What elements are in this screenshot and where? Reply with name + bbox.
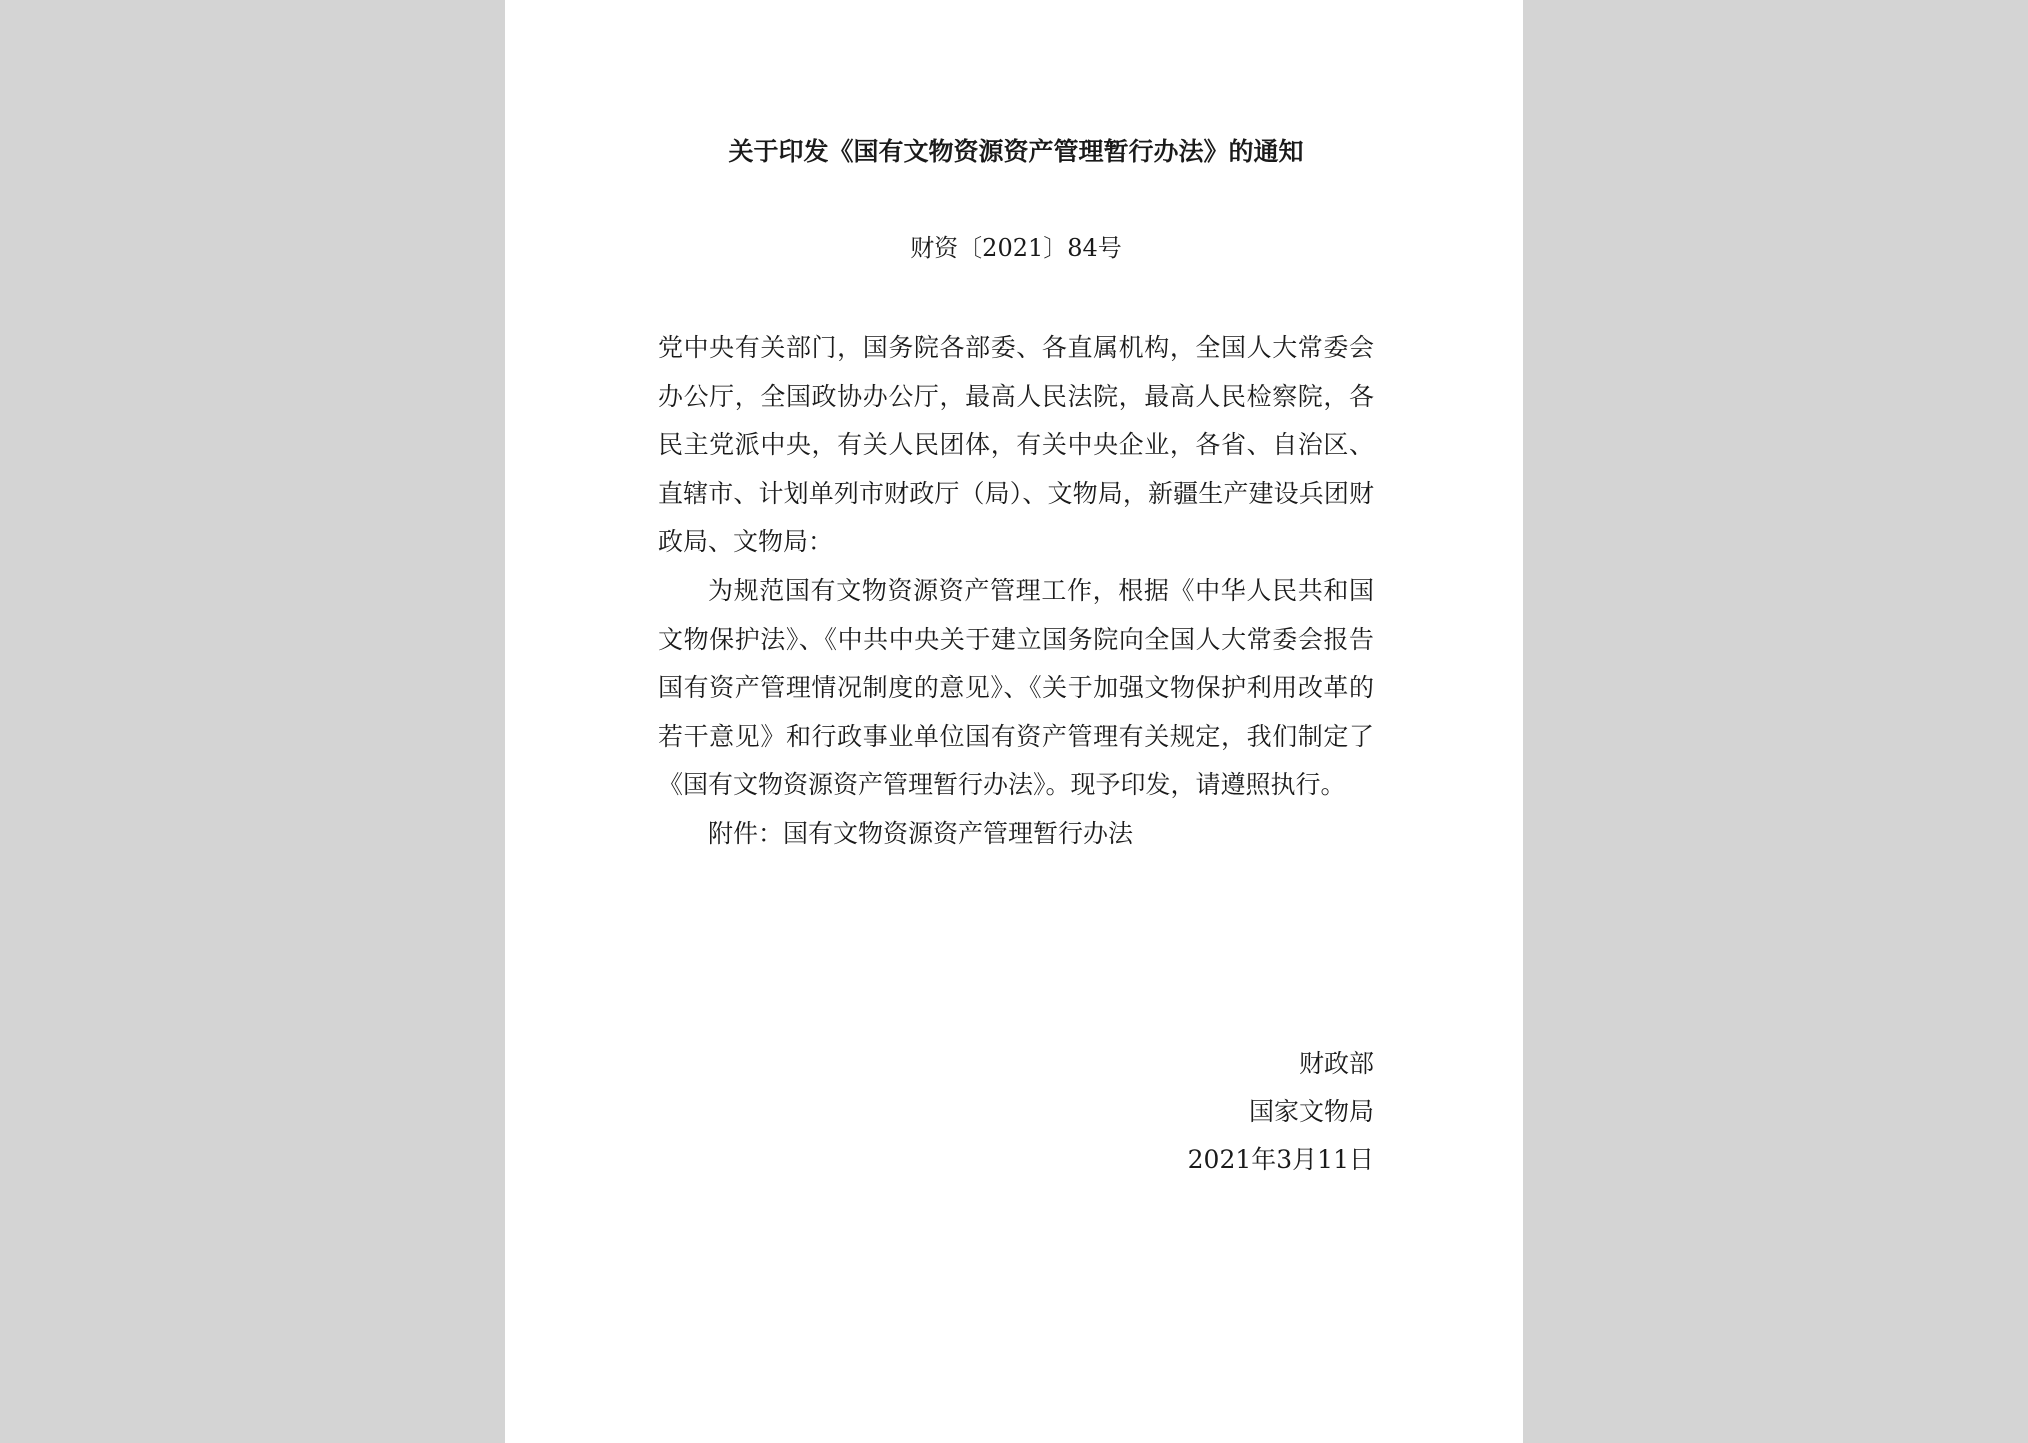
- signatory-ministry-of-finance: 财政部: [1298, 1049, 1374, 1078]
- document-page: [505, 0, 1523, 1443]
- recipients-paragraph: 党中央有关部门，国务院各部委、各直属机构，全国人大常委会办公厅，全国政协办公厅，最高人民法院，最高人民检察院，各民主党派中央，有关人民团体，有关中央企业，各省、自治区、直辖市、计划单列市财政厅（局）、文物局，新疆生产建设兵团财政局、文物局：: [658, 333, 1374, 557]
- document-date: 2021年3月11日: [1187, 1145, 1374, 1174]
- document-title: 关于印发《国有文物资源资产管理暂行办法》的通知: [728, 137, 1304, 166]
- signature-block: [658, 1040, 1374, 1184]
- main-paragraph: 为规范国有文物资源资产管理工作，根据《中华人民共和国文物保护法》、《中共中央关于建立国务院向全国人大常委会报告国有资产管理情况制度的意见》、《关于加强文物保护利用改革的若干意见》和行政事业单位国有资产管理有关规定，我们制定了《国有文物资源资产管理暂行办法》。现予印发，请遵照执行。: [658, 575, 1374, 800]
- document-number: 财资〔2021〕84号: [910, 234, 1122, 262]
- attachment-line: 附件：国有文物资源资产管理暂行办法: [708, 818, 1134, 848]
- signatory-cultural-heritage-admin: 国家文物局: [1248, 1097, 1374, 1126]
- document-body: [658, 324, 1374, 859]
